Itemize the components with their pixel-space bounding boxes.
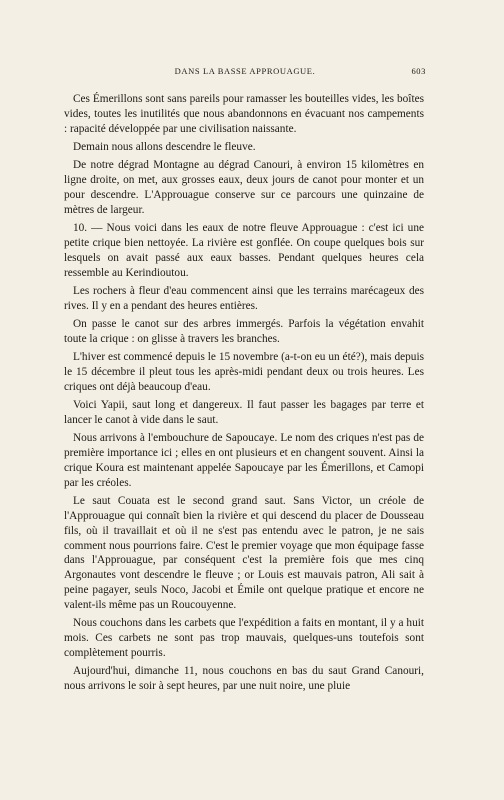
paragraph: Nous couchons dans les carbets que l'expédition a faits en montant, il y a huit mois. Ces carbets ne sont pas trop mauvais, quelques-uns toutefois sont complètement pourris. [64,617,424,659]
paragraph: Voici Yapii, saut long et dangereux. Il faut passer les bagages par terre et lancer le canot à vide dans le saut. [64,399,424,427]
paragraph: Ces Émerillons sont sans pareils pour ramasser les bouteilles vides, les boîtes vides, toutes les inutilités que nous abandonnons en évacuant nos campements : rapacité développée par une civilisation naissante. [64,93,424,135]
paragraph: Les rochers à fleur d'eau commencent ainsi que les terrains marécageux des rives. Il y en a pendant des heures entières. [64,284,424,312]
paragraph: On passe le canot sur des arbres immergés. Parfois la végétation envahit toute la crique : on glisse à travers les branches. [64,318,424,345]
paragraph: 10. — Nous voici dans les eaux de notre fleuve Approuague : c'est ici une petite crique bien nettoyée. La rivière est gonflée. On coupe quelques bois sur lesquels on avait passé aux eaux basses. Pendant quelques heures cela ressemble au Kerindioutou. [64,222,424,279]
page-number: 603 [411,66,426,76]
paragraph: De notre dégrad Montagne au dégrad Canouri, à environ 15 kilomètres en ligne droite, on met, aux grosses eaux, deux jours de canot pour monter et un pour descendre. L'Approuague conserve sur ce parcours une quinzaine de mètres de largeur. [64,159,424,216]
running-title: DANS LA BASSE APPROUAGUE. [174,66,316,76]
body-text [64,92,424,697]
paragraph: Demain nous allons descendre le fleuve. [73,140,256,153]
paragraph: Nous arrivons à l'embouchure de Sapoucaye. Le nom des criques n'est pas de première importance ici ; elles en ont plusieurs et en changent souvent. Ainsi la crique Koura est maintenant appelée Sapoucaye par les Émerillons, et Camopi par les créoles. [64,432,424,489]
paragraph: Le saut Couata est le second grand saut. Sans Victor, un créole de l'Approuague qui connaît bien la rivière et qui descend du placer de Dousseau fils, où il travaillait et où il ne s'est pas entendu avec le patron, je ne sais comment nous pourrions faire. C'est le premier voyage que mon équipage fasse dans l'Approuague, par conséquent c'est la première fois que mes cinq Argonautes vont descendre le fleuve ; or Louis est mauvais patron, Ali sait à peine pagayer, seuls Noco, Jacobi et Émile ont quelque pratique et encore ne valent-ils même pas un Roucouyenne. [64,495,424,611]
paragraph: L'hiver est commencé depuis le 15 novembre (a-t-on eu un été?), mais depuis le 15 décembre il pleut tous les après-midi pendant deux ou trois heures. Les criques ont déjà beaucoup d'eau. [64,351,424,393]
running-header [64,66,426,80]
paragraph: Aujourd'hui, dimanche 11, nous couchons en bas du saut Grand Canouri, nous arrivons le soir à sept heures, par une nuit noire, une pluie [64,665,424,693]
